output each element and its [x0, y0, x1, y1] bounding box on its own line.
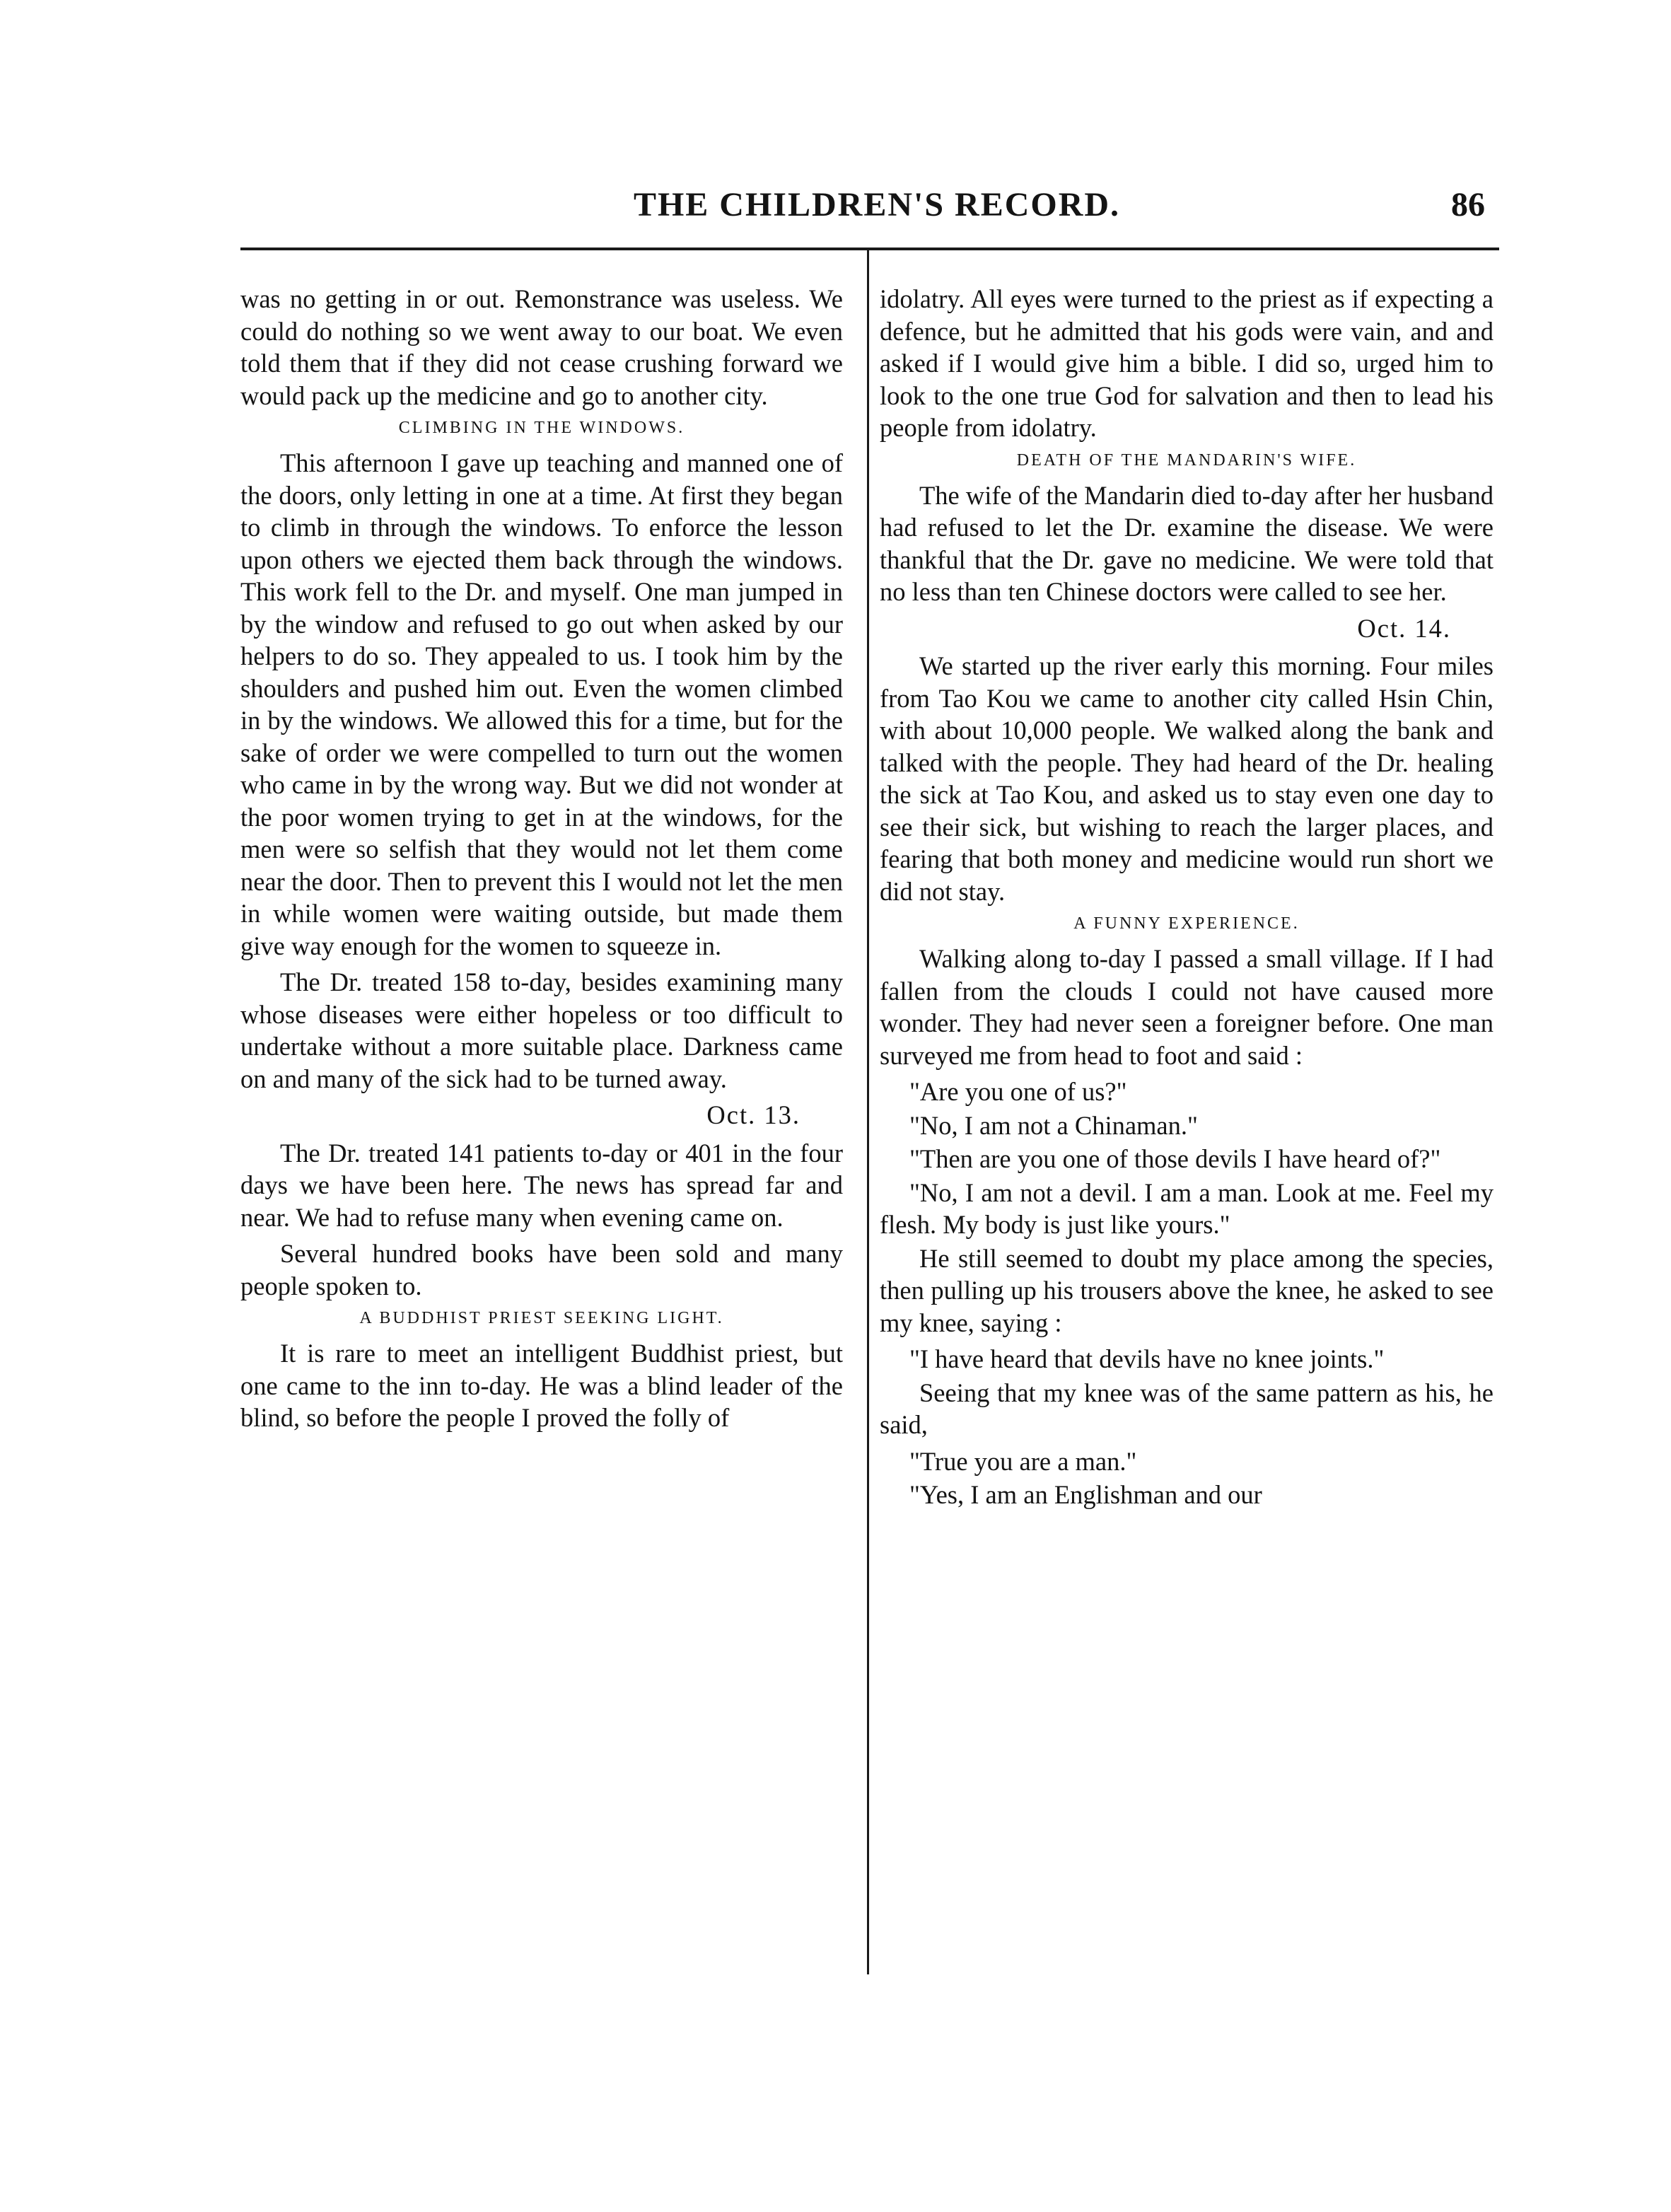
- paragraph: The Dr. treated 141 patients to-day or 401 in the four days we have been here. The news has spread far and near. We had to refuse many when evening came on.: [240, 1138, 843, 1232]
- dialogue-line: "Then are you one of those devils I have heard of?": [909, 1144, 1441, 1173]
- section-heading: A FUNNY EXPERIENCE.: [1073, 914, 1300, 933]
- dialogue-line: "Yes, I am an Englishman and our: [909, 1480, 1262, 1509]
- page-number: 86: [1451, 186, 1485, 223]
- paragraph: It is rare to meet an intelligent Buddhist priest, but one came to the inn to-day. He was a blind leader of the blind, so before the people I proved the folly of: [240, 1339, 843, 1432]
- page-title: THE CHILDREN'S RECORD.: [633, 186, 1121, 223]
- dialogue-line: "No, I am not a Chinaman.": [909, 1110, 1198, 1140]
- paragraph: This afternoon I gave up teaching and manned one of the doors, only letting in one at a time. At first they began to climb in through the windows. To enforce the lesson upon others we ejected them back through the windows. This work fell to the Dr. and myself. One man jumped in by the window and refused to go out when asked by our helpers to do so. They appealed to us. I took him by the shoulders and pushed him out. Even the women climbed in by the windows. We allowed this for a time, but for the sake of order we were compelled to turn out the women who came in by the wrong way. But we did not wonder at the poor women trying to get in at the windows, for the men were so selfish that they would not let them come near the door. Then to prevent this I would not let the men in while women were waiting outside, but made them give way enough for the women to squeeze in.: [240, 448, 843, 960]
- dialogue-line: "I have heard that devils have no knee joints.": [909, 1344, 1385, 1373]
- paragraph: He still seemed to doubt my place among the species, then pulling up his trousers above the knee, he asked to see my knee, saying :: [880, 1243, 1494, 1337]
- paragraph: Seeing that my knee was of the same pattern as his, he said,: [880, 1378, 1494, 1439]
- date-line: Oct. 13.: [706, 1100, 800, 1129]
- paragraph: The wife of the Mandarin died to-day after her husband had refused to let the Dr. examine the disease. We were thankful that the Dr. gave no medicine. We were told that no less than ten Chinese doctors were called to see her.: [880, 480, 1494, 606]
- page-header: [240, 185, 1499, 235]
- dialogue-line: "Are you one of us?": [909, 1077, 1127, 1106]
- dialogue-line: "True you are a man.": [909, 1446, 1137, 1476]
- header-rule: [240, 248, 1499, 250]
- section-heading: CLIMBING IN THE WINDOWS.: [398, 419, 685, 437]
- section-heading: A BUDDHIST PRIEST SEEKING LIGHT.: [359, 1309, 724, 1327]
- paragraph: We started up the river early this morning. Four miles from Tao Kou we came to another city called Hsin Chin, with about 10,000 people. We walked along the bank and talked with the people. They had heard of the Dr. healing the sick at Tao Kou, and asked us to stay even one day to see their sick, but wishing to reach the larger places, and fearing that both money and medicine would run short we did not stay.: [880, 651, 1494, 906]
- paragraph: idolatry. All eyes were turned to the priest as if expecting a defence, but he admitted that his gods were vain, and and asked if I would give him a bible. I did so, urged him to look to the one true God for salvation and then to lead his people from idolatry.: [880, 284, 1494, 442]
- dialogue-line: "No, I am not a devil. I am a man. Look at me. Feel my flesh. My body is just like yours.": [880, 1177, 1494, 1239]
- section-heading: DEATH OF THE MANDARIN'S WIFE.: [1016, 450, 1357, 470]
- paragraph: Walking along to-day I passed a small village. If I had fallen from the clouds I could not have caused more wonder. They had never seen a foreigner before. One man surveyed me from head to foot and said :: [880, 944, 1494, 1070]
- date-line: Oct. 14.: [1357, 613, 1451, 643]
- paragraph: The Dr. treated 158 to-day, besides examining many whose diseases were either hopeless or too difficult to undertake without a more suitable place. Darkness came on and many of the sick had to be turned away.: [240, 967, 843, 1093]
- paragraph: was no getting in or out. Remonstrance was useless. We could do nothing so we went away to our boat. We even told them that if they did not cease crushing forward we would pack up the medicine and go to another city.: [240, 284, 843, 410]
- column-divider: [867, 249, 869, 1974]
- right-column: [880, 283, 1494, 1513]
- paragraph: Several hundred books have been sold and many people spoken to.: [240, 1239, 843, 1300]
- left-column: [240, 283, 843, 1438]
